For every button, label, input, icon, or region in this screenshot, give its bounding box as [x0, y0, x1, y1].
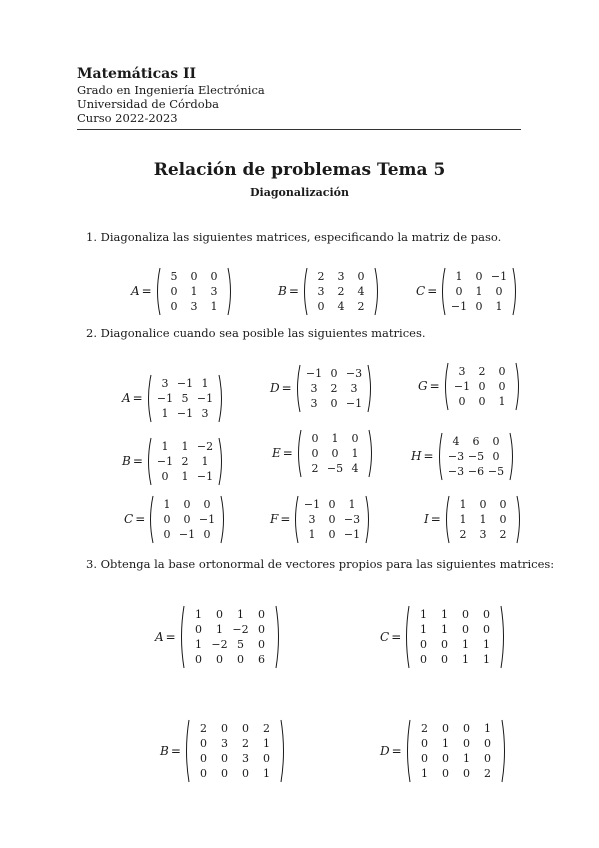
matrix-entry: −1	[176, 406, 193, 420]
matrix-entry: 4	[452, 434, 460, 448]
left-paren	[297, 365, 300, 412]
matrix-body	[439, 267, 519, 316]
matrix-entry: 0	[499, 512, 507, 526]
matrix-entry: 1	[215, 623, 223, 636]
matrix-entry: −1	[179, 527, 196, 541]
matrix-body	[183, 719, 287, 783]
matrix-entry: 2	[499, 527, 507, 541]
matrix-entry: 0	[330, 366, 338, 380]
matrix-entry: 0	[199, 767, 207, 780]
matrix-entry: 4	[337, 299, 345, 313]
matrix-entry: 0	[215, 608, 223, 621]
matrix-entry: 0	[311, 431, 319, 445]
matrix-entry: 0	[311, 446, 319, 460]
matrix-b	[278, 267, 381, 316]
matrix-entry: 0	[458, 394, 466, 408]
matrix-entry: −1	[453, 379, 470, 393]
matrix-entry: 0	[257, 638, 265, 651]
matrix-entry: 0	[483, 737, 491, 750]
matrix-entry: 1	[201, 454, 209, 468]
matrix-entry: 1	[331, 431, 339, 445]
matrix-entry: 0	[498, 364, 506, 378]
matrix-entry: 0	[328, 527, 336, 541]
matrix-entry: 1	[462, 638, 470, 651]
matrix-entry: 2	[483, 767, 491, 780]
right-paren	[219, 375, 222, 422]
course-title: Matemáticas II	[77, 66, 197, 82]
matrix-entry: −1	[344, 527, 361, 541]
matrix-entry: −1	[176, 376, 193, 390]
matrix-entry: 3	[310, 396, 318, 410]
matrix-entry: −5	[467, 449, 484, 463]
matrix-entry: 0	[183, 497, 191, 511]
matrix-entry: −3	[447, 449, 464, 463]
matrix-entry: 2	[357, 299, 365, 313]
matrix-b	[160, 719, 287, 783]
matrix-body	[443, 495, 523, 544]
matrix-entry: 1	[308, 527, 316, 541]
matrix-entry: 0	[462, 623, 470, 636]
matrix-entry: 0	[210, 269, 218, 283]
matrix-entry: 1	[194, 608, 202, 621]
matrix-entry: 0	[194, 653, 202, 666]
equals-sign: =	[280, 512, 291, 526]
matrix-entry: 3	[190, 299, 198, 313]
left-paren	[148, 375, 151, 422]
matrix-entry: −6	[467, 464, 484, 478]
matrix-entry: 3	[458, 364, 466, 378]
matrix-body	[145, 374, 225, 423]
matrix-entry: 0	[479, 497, 487, 511]
matrix-entry: 5	[236, 638, 244, 651]
matrix-entry: 2	[317, 269, 325, 283]
matrix-entry: 0	[215, 653, 223, 666]
matrix-entry: −1	[156, 391, 173, 405]
matrix-entry: 1	[441, 623, 449, 636]
equals-sign: =	[429, 379, 440, 393]
matrix-entry: 4	[351, 461, 359, 475]
matrix-entry: 0	[441, 752, 449, 765]
matrix-entry: 2	[330, 381, 338, 395]
matrix-entry: 3	[479, 527, 487, 541]
matrix-name: A	[131, 284, 140, 298]
matrix-entry: 1	[498, 394, 506, 408]
matrix-entry: 0	[478, 394, 486, 408]
matrix-h	[411, 432, 516, 481]
matrix-entry: 1	[462, 653, 470, 666]
matrix-entry: 0	[475, 269, 483, 283]
matrix-entry: 3	[337, 269, 345, 283]
matrix-entry: 0	[203, 497, 211, 511]
matrix-entry: 0	[241, 767, 249, 780]
matrix-entry: 0	[351, 431, 359, 445]
matrix-name: B	[122, 454, 131, 468]
matrix-entry: −3	[345, 366, 362, 380]
matrix-entry: 0	[498, 379, 506, 393]
matrix-entry: −1	[491, 269, 508, 283]
left-paren	[443, 268, 446, 315]
matrix-entry: 0	[203, 527, 211, 541]
matrix-entry: −2	[196, 439, 213, 453]
matrix-entry: 0	[331, 446, 339, 460]
matrix-name: I	[424, 512, 429, 526]
left-paren	[151, 496, 154, 543]
matrix-entry: 2	[420, 722, 428, 735]
matrix-entry: −1	[196, 469, 213, 483]
matrix-g	[418, 362, 522, 411]
left-paren	[181, 606, 184, 668]
matrix-entry: 0	[220, 767, 228, 780]
matrix-name: B	[278, 284, 287, 298]
matrix-entry: 3	[310, 381, 318, 395]
equals-sign: =	[423, 449, 434, 463]
matrix-entry: −3	[344, 512, 361, 526]
right-paren	[502, 720, 505, 782]
matrix-entry: 2	[459, 527, 467, 541]
matrix-entry: −1	[196, 391, 213, 405]
right-paren	[501, 606, 504, 668]
matrix-name: D	[380, 744, 390, 758]
matrix-e	[272, 429, 375, 478]
right-paren	[228, 268, 231, 315]
matrix-entry: 0	[194, 623, 202, 636]
matrix-entry: 0	[455, 284, 463, 298]
matrix-entry: 0	[317, 299, 325, 313]
matrix-entry: 1	[161, 406, 169, 420]
matrix-entry: 0	[441, 767, 449, 780]
matrix-entry: −2	[211, 638, 228, 651]
right-paren	[281, 720, 284, 782]
matrix-entry: 0	[262, 752, 270, 765]
matrix-entry: 0	[328, 512, 336, 526]
matrix-entry: 0	[163, 527, 171, 541]
equals-sign: =	[391, 744, 402, 758]
matrix-entry: 1	[483, 638, 491, 651]
matrix-entry: 0	[441, 653, 449, 666]
matrix-a	[155, 605, 282, 669]
matrix-entry: 0	[330, 396, 338, 410]
matrix-entry: 1	[420, 623, 428, 636]
matrix-entry: 1	[475, 284, 483, 298]
matrix-a	[131, 267, 234, 316]
matrix-entry: 6	[257, 653, 265, 666]
matrix-entry: 3	[220, 737, 228, 750]
matrix-name: A	[122, 391, 131, 405]
page-title: Relación de problemas Tema 5	[153, 160, 446, 180]
matrix-entry: 1	[420, 767, 428, 780]
matrix-entry: 0	[483, 623, 491, 636]
problem-1-statement: 1. Diagonaliza las siguientes matrices, especificando la matriz de paso.	[86, 230, 502, 244]
left-paren	[298, 430, 301, 477]
document-header	[77, 66, 521, 125]
equals-sign: =	[170, 744, 181, 758]
year-line: Curso 2022-2023	[77, 111, 178, 125]
equals-sign: =	[281, 381, 292, 395]
left-paren	[157, 268, 160, 315]
right-paren	[513, 268, 516, 315]
matrix-entry: 0	[357, 269, 365, 283]
matrix-entry: 0	[220, 752, 228, 765]
matrix-body	[442, 362, 522, 411]
right-paren	[219, 438, 222, 485]
header-rule	[77, 129, 521, 130]
page-subtitle: Diagonalización	[250, 186, 349, 199]
matrix-entry: 0	[462, 737, 470, 750]
matrix-entry: 3	[317, 284, 325, 298]
matrix-entry: −1	[345, 396, 362, 410]
matrix-entry: 0	[475, 299, 483, 313]
matrix-entry: −5	[326, 461, 343, 475]
matrix-entry: 5	[181, 391, 189, 405]
matrix-body	[403, 605, 507, 669]
matrix-body	[154, 267, 234, 316]
matrix-entry: 0	[220, 722, 228, 735]
matrix-entry: 0	[478, 379, 486, 393]
university-line: Universidad de Córdoba	[77, 97, 219, 111]
matrix-entry: 0	[236, 653, 244, 666]
problem-3-statement: 3. Obtenga la base ortonormal de vectores propios para las siguientes matrices:	[86, 557, 555, 571]
equals-sign: =	[427, 284, 438, 298]
matrix-entry: 2	[262, 722, 270, 735]
matrix-name: F	[270, 512, 279, 526]
matrix-entry: 1	[210, 299, 218, 313]
equals-sign: =	[132, 391, 143, 405]
matrix-entry: 0	[163, 512, 171, 526]
matrix-entry: 0	[199, 752, 207, 765]
matrix-entry: 0	[420, 653, 428, 666]
equals-sign: =	[135, 512, 146, 526]
right-paren	[517, 496, 520, 543]
equals-sign: =	[430, 512, 441, 526]
matrix-entry: 2	[311, 461, 319, 475]
matrix-entry: 4	[357, 284, 365, 298]
matrix-entry: 1	[348, 497, 356, 511]
matrix-entry: 0	[420, 638, 428, 651]
matrix-entry: 1	[441, 737, 449, 750]
right-paren	[510, 433, 513, 480]
matrix-entry: 1	[194, 638, 202, 651]
left-paren	[445, 363, 448, 410]
matrix-entry: 2	[199, 722, 207, 735]
matrix-entry: 1	[420, 608, 428, 621]
matrix-entry: 2	[181, 454, 189, 468]
matrix-name: C	[380, 630, 390, 644]
matrix-name: G	[418, 379, 428, 393]
right-paren	[375, 268, 378, 315]
matrix-entry: 0	[199, 737, 207, 750]
matrix-entry: 1	[236, 608, 244, 621]
matrix-entry: 0	[190, 269, 198, 283]
matrix-entry: 0	[161, 469, 169, 483]
right-paren	[369, 430, 372, 477]
matrix-entry: 1	[459, 497, 467, 511]
matrix-entry: 1	[495, 299, 503, 313]
matrix-entry: 2	[337, 284, 345, 298]
matrix-entry: 0	[420, 752, 428, 765]
matrix-entry: 2	[478, 364, 486, 378]
matrix-entry: 0	[462, 767, 470, 780]
matrix-c	[124, 495, 227, 544]
equals-sign: =	[288, 284, 299, 298]
matrix-entry: 1	[201, 376, 209, 390]
matrix-entry: 1	[163, 497, 171, 511]
matrix-entry: 0	[441, 722, 449, 735]
matrix-entry: 0	[183, 512, 191, 526]
matrix-entry: 2	[241, 737, 249, 750]
matrix-entry: −1	[305, 366, 322, 380]
matrix-name: E	[272, 446, 281, 460]
matrix-entry: 3	[308, 512, 316, 526]
matrix-entry: 0	[441, 638, 449, 651]
equals-sign: =	[141, 284, 152, 298]
matrix-b	[122, 437, 225, 486]
matrix-entry: 1	[181, 439, 189, 453]
matrix-entry: 3	[210, 284, 218, 298]
matrix-entry: 3	[161, 376, 169, 390]
matrix-entry: −3	[447, 464, 464, 478]
matrix-entry: −1	[156, 454, 173, 468]
matrix-entry: 0	[462, 608, 470, 621]
left-paren	[407, 606, 410, 668]
left-paren	[446, 496, 449, 543]
matrix-entry: −1	[451, 299, 468, 313]
matrix-body	[436, 432, 516, 481]
matrix-name: H	[411, 449, 422, 463]
matrix-entry: −1	[304, 497, 321, 511]
matrix-entry: 0	[483, 752, 491, 765]
matrix-a	[122, 374, 225, 423]
matrix-entry: 1	[441, 608, 449, 621]
matrix-entry: −5	[487, 464, 504, 478]
matrix-entry: 6	[472, 434, 480, 448]
right-paren	[368, 365, 371, 412]
matrix-entry: 1	[483, 722, 491, 735]
matrix-body	[178, 605, 282, 669]
matrix-entry: 1	[161, 439, 169, 453]
equals-sign: =	[132, 454, 143, 468]
matrix-entry: 1	[190, 284, 198, 298]
matrix-entry: 0	[462, 722, 470, 735]
matrix-entry: 1	[455, 269, 463, 283]
right-paren	[276, 606, 279, 668]
matrix-entry: 5	[170, 269, 178, 283]
matrix-entry: 1	[479, 512, 487, 526]
matrix-name: B	[160, 744, 169, 758]
matrix-entry: 1	[462, 752, 470, 765]
matrix-body	[147, 495, 227, 544]
matrix-d	[270, 364, 374, 413]
matrix-entry: 0	[257, 608, 265, 621]
matrix-name: C	[416, 284, 426, 298]
matrix-entry: 1	[262, 737, 270, 750]
right-paren	[516, 363, 519, 410]
matrix-name: C	[124, 512, 134, 526]
left-paren	[148, 438, 151, 485]
matrix-f	[270, 495, 372, 544]
matrix-body	[292, 495, 372, 544]
left-paren	[186, 720, 189, 782]
matrix-entry: 0	[241, 722, 249, 735]
matrix-entry: 0	[499, 497, 507, 511]
matrix-body	[301, 267, 381, 316]
matrix-c	[380, 605, 507, 669]
matrix-entry: −2	[232, 623, 249, 636]
matrix-entry: 1	[262, 767, 270, 780]
matrix-i	[424, 495, 523, 544]
left-paren	[296, 496, 299, 543]
right-paren	[366, 496, 369, 543]
matrix-body	[404, 719, 508, 783]
matrix-entry: 1	[181, 469, 189, 483]
matrix-body	[145, 437, 225, 486]
matrix-body	[294, 364, 374, 413]
left-paren	[407, 720, 410, 782]
equals-sign: =	[165, 630, 176, 644]
matrix-entry: 0	[492, 449, 500, 463]
matrix-entry: 0	[170, 284, 178, 298]
matrix-entry: 0	[483, 608, 491, 621]
matrix-entry: 3	[201, 406, 209, 420]
matrix-entry: 3	[241, 752, 249, 765]
matrix-entry: −1	[199, 512, 216, 526]
matrix-entry: 0	[170, 299, 178, 313]
problem-2-statement: 2. Diagonalice cuando sea posible las siguientes matrices.	[86, 326, 426, 340]
matrix-entry: 1	[351, 446, 359, 460]
equals-sign: =	[391, 630, 402, 644]
matrix-entry: 0	[328, 497, 336, 511]
matrix-entry: 1	[459, 512, 467, 526]
equals-sign: =	[282, 446, 293, 460]
matrix-d	[380, 719, 508, 783]
matrix-entry: 0	[492, 434, 500, 448]
matrix-entry: 0	[420, 737, 428, 750]
degree-line: Grado en Ingeniería Electrónica	[77, 83, 265, 97]
matrix-body	[295, 429, 375, 478]
left-paren	[304, 268, 307, 315]
matrix-entry: 1	[483, 653, 491, 666]
right-paren	[221, 496, 224, 543]
matrix-name: A	[155, 630, 164, 644]
left-paren	[439, 433, 442, 480]
matrix-entry: 3	[350, 381, 358, 395]
matrix-c	[416, 267, 519, 316]
matrix-entry: 0	[257, 623, 265, 636]
matrix-name: D	[270, 381, 280, 395]
matrix-entry: 0	[495, 284, 503, 298]
